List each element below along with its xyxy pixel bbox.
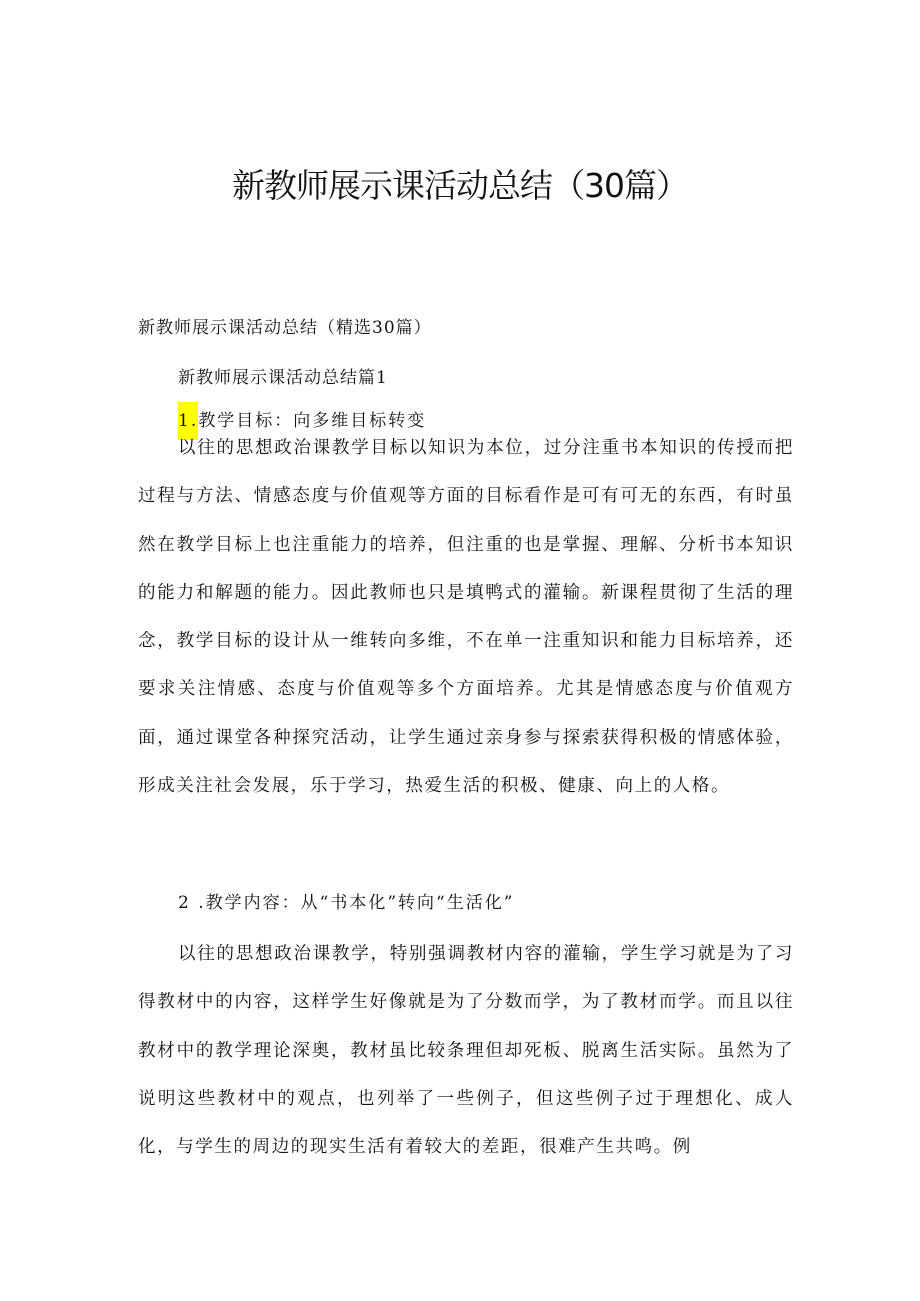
document-subtitle: 新教师展示课活动总结（精选30篇） — [138, 318, 432, 338]
section-2-heading: 2 .教学内容：从“书本化”转向“生活化” — [178, 893, 515, 913]
section-2-paragraph: 以往的思想政治课教学，特别强调教材内容的灌输，学生学习就是为了习得教材中的内容，这样学生好像就是为了分数而学，为了教材而学。而且以往教材中的教学理论深奥，教材虽比较条理但却死板、脱离生活实际。虽然为了说明这些教材中的观点，也列举了一些例子，但这些例子过于理想化、成人化，与学生的周边的现实生活有着较大的差距，很难产生共鸣。例 — [138, 944, 794, 1158]
section-1-paragraph: 以往的思想政治课教学目标以知识为本位，过分注重书本知识的传授而把过程与方法、情感态度与价值观等方面的目标看作是可有可无的东西，有时虽然在教学目标上也注重能力的培养，但注重的也是掌握、理解、分析书本知识的能力和解题的能力。因此教师也只是填鸭式的灌输。新课程贯彻了生活的理念，教学目标的设计从一维转向多维，不在单一注重知识和能力目标培养，还要求关注情感、态度与价值观等多个方面培养。尤其是情感态度与价值观方面，通过课堂各种探究活动，让学生通过亲身参与探索获得积极的情感体验，形成关注社会发展，乐于学习，热爱生活的积极、健康、向上的人格。 — [138, 438, 794, 797]
section-1-number-highlight: 1. — [178, 402, 198, 440]
article-heading: 新教师展示课活动总结篇1 — [178, 368, 388, 388]
document-title: 新教师展示课活动总结（30篇） — [232, 166, 688, 205]
section-1-heading-text: 教学目标：向多维目标转变 — [198, 411, 427, 431]
